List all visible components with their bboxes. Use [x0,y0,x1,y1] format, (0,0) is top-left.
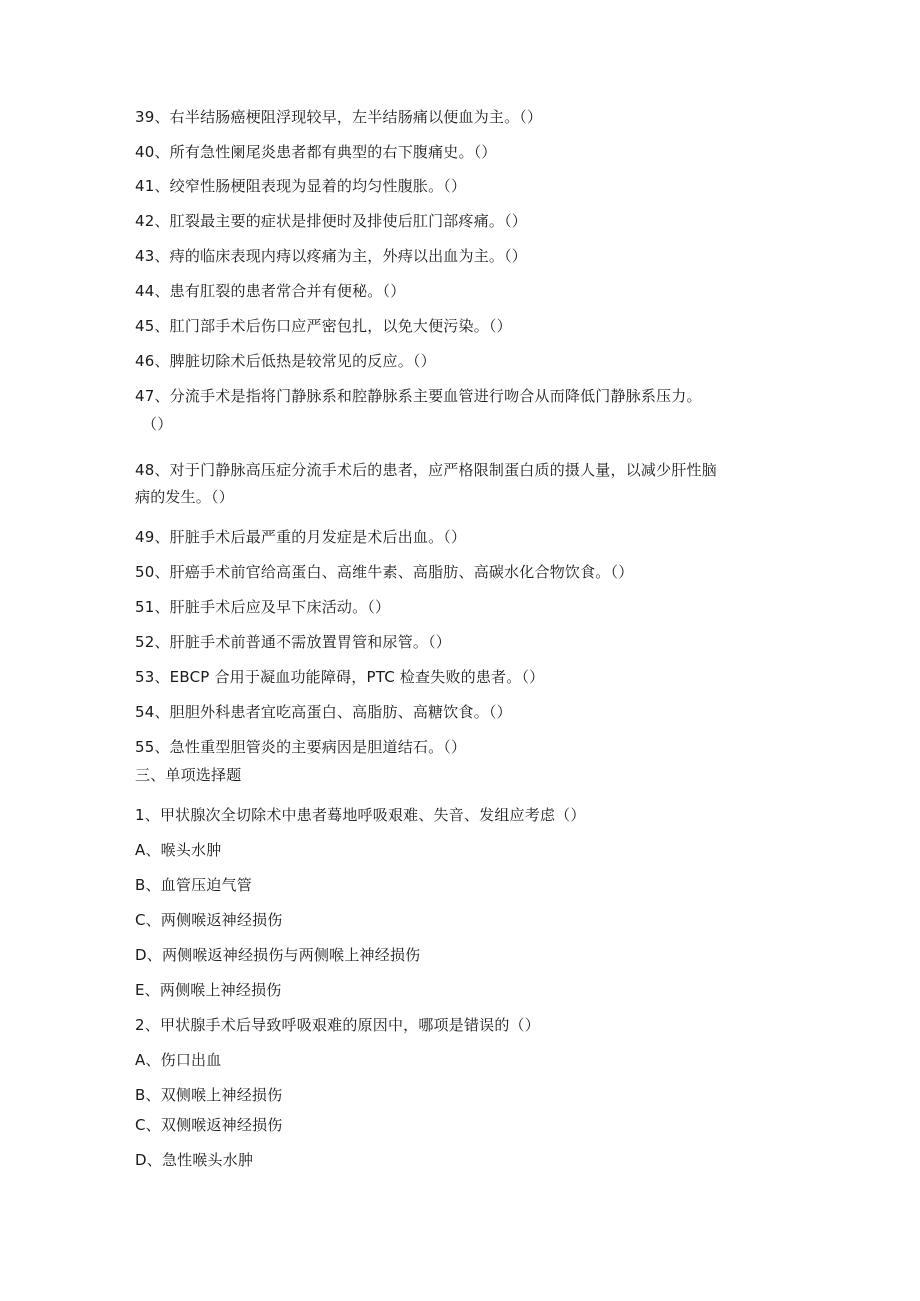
judgement-item-48: 48、对于门静脉高压症分流手术后的患者，应严格限制蛋白质的摄人量，以减少肝性脑 [135,461,717,479]
question-1-option-c: C、两侧喉返神经损伤 [135,911,283,929]
judgement-item-49: 49、肝脏手术后最严重的月发症是术后出血。（） [135,528,467,546]
judgement-item-45: 45、肛门部手术后伤口应严密包扎，以免大便污染。（） [135,317,512,335]
judgement-item-47: 47、分流手术是指将门静脉系和腔静脉系主要血管进行吻合从而降低门静脉系压力。 [135,387,702,405]
judgement-item-41: 41、绞窄性肠梗阻表现为显着的均匀性腹胀。（） [135,177,467,195]
judgement-item-53: 53、EBCP 合用于凝血功能障碍，PTC 检查失败的患者。（） [135,668,545,686]
judgement-item-48-continuation: 病的发生。（） [135,488,234,506]
question-1-option-a: A、喉头水肿 [135,841,222,859]
judgement-item-46: 46、脾脏切除术后低热是较常见的反应。（） [135,352,436,370]
question-2-option-b: B、双侧喉上神经损伤 [135,1086,283,1104]
judgement-item-55: 55、急性重型胆管炎的主要病因是胆道结石。（） [135,738,467,756]
question-2-option-d: D、急性喉头水肿 [135,1151,254,1169]
question-2-option-c: C、双侧喉返神经损伤 [135,1116,283,1134]
question-2-stem: 2、甲状腺手术后导致呼吸艰难的原因中，哪项是错误的（） [135,1016,540,1034]
question-2-option-a: A、伤口出血 [135,1051,222,1069]
question-1-stem: 1、甲状腺次全切除术中患者蓦地呼吸艰难、失音、发组应考虑（） [135,806,586,824]
judgement-item-51: 51、肝脏手术后应及早下床活动。（） [135,598,391,616]
section-title: 三、单项选择题 [135,766,242,784]
judgement-item-42: 42、肛裂最主要的症状是排便时及排使后肛门部疼痛。（） [135,212,527,230]
judgement-item-52: 52、肝脏手术前普通不需放置胃管和尿管。（） [135,633,451,651]
judgement-item-43: 43、痔的临床表现内痔以疼痛为主，外痔以出血为主。（） [135,247,527,265]
question-1-option-d: D、两侧喉返神经损伤与两侧喉上神经损伤 [135,946,421,964]
judgement-item-40: 40、所有急性阑尾炎患者都有典型的右下腹痛史。（） [135,143,497,161]
judgement-item-50: 50、肝癌手术前官给高蛋白、高维牛素、高脂肪、高碳水化合物饮食。（） [135,563,634,581]
judgement-item-47-continuation: （） [142,415,173,433]
judgement-item-39: 39、右半结肠癌梗阻浮现较早，左半结肠痛以便血为主。（） [135,108,543,126]
judgement-item-44: 44、患有肛裂的患者常合并有便秘。（） [135,282,406,300]
question-1-option-b: B、血管压迫气管 [135,876,252,894]
judgement-item-54: 54、胆胆外科患者宜吃高蛋白、高脂肪、高糖饮食。（） [135,703,512,721]
question-1-option-e: E、两侧喉上神经损伤 [135,981,282,999]
